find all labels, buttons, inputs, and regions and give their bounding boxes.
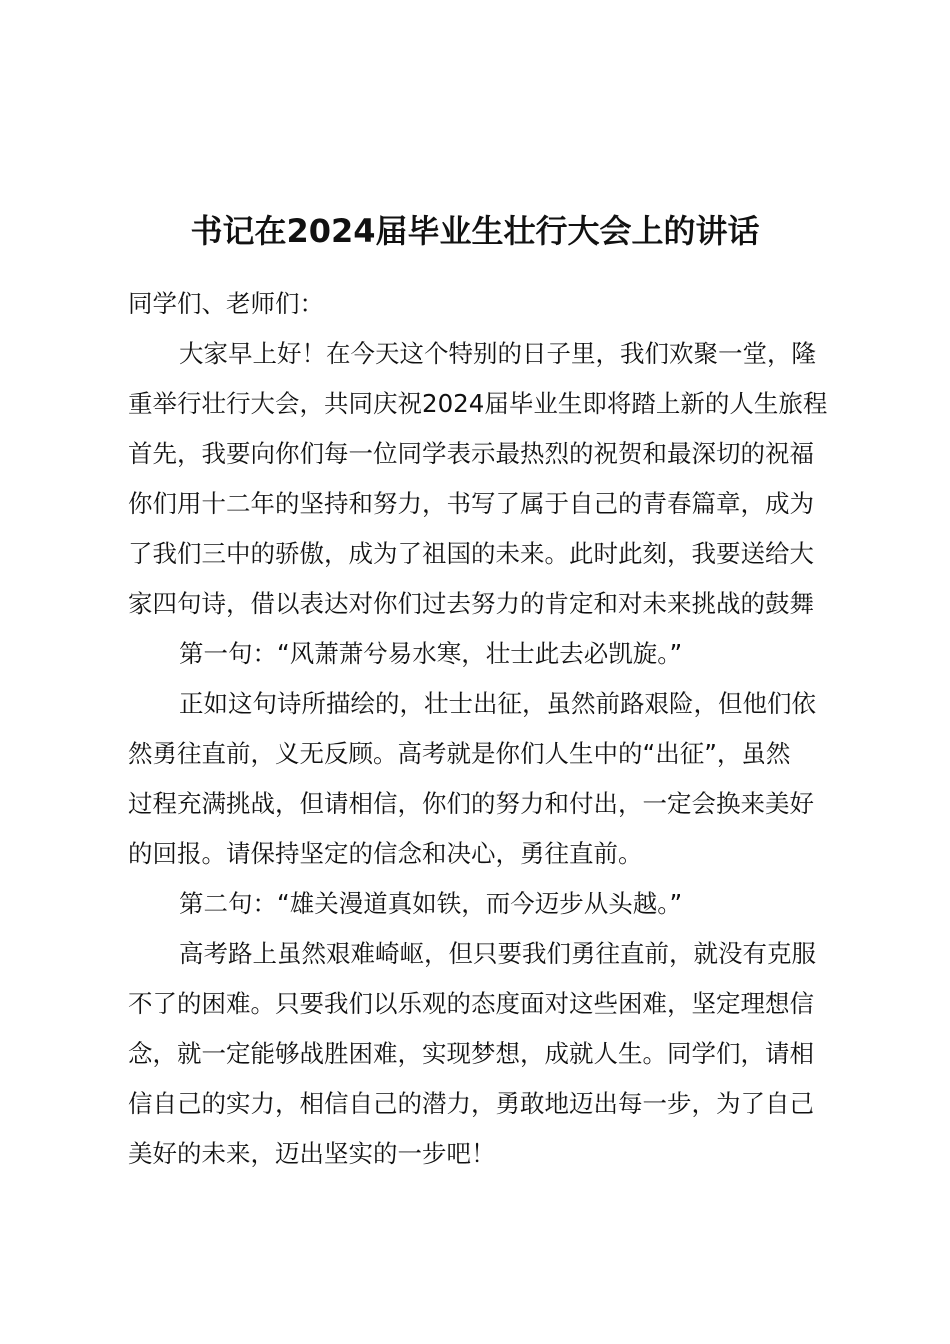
paragraph-line: 高考路上虽然艰难崎岖，但只要我们勇往直前，就没有克服 xyxy=(179,939,816,968)
paragraph-line: 念，就一定能够战胜困难，实现梦想，成就人生。同学们，请相 xyxy=(128,1039,814,1068)
paragraph-line: 不了的困难。只要我们以乐观的态度面对这些困难，坚定理想信 xyxy=(128,989,814,1018)
paragraph-line: 家四句诗，借以表达对你们过去努力的肯定和对未来挑战的鼓舞 xyxy=(128,589,814,618)
paragraph-line: 正如这句诗所描绘的，壮士出征，虽然前路艰险，但他们依 xyxy=(179,689,816,718)
paragraph-line: 信自己的实力，相信自己的潜力，勇敢地迈出每一步，为了自己 xyxy=(128,1089,814,1118)
paragraph-line: 重举行壮行大会，共同庆祝2024届毕业生即将踏上新的人生旅程 xyxy=(128,389,828,418)
document-title: 书记在2024届毕业生壮行大会上的讲话 xyxy=(190,212,760,250)
paragraph-line: 大家早上好！在今天这个特别的日子里，我们欢聚一堂，隆 xyxy=(179,339,816,368)
poem-line: 第一句：“风萧萧兮易水寒，壮士此去必凯旋。” xyxy=(179,639,683,668)
poem-line: 第二句：“雄关漫道真如铁，而今迈步从头越。” xyxy=(179,889,683,918)
document-body xyxy=(128,279,868,1179)
paragraph-line: 然勇往直前，义无反顾。高考就是你们人生中的“出征”，虽然 xyxy=(128,739,791,768)
paragraph-line: 美好的未来，迈出坚实的一步吧！ xyxy=(128,1139,496,1168)
paragraph-line: 了我们三中的骄傲，成为了祖国的未来。此时此刻，我要送给大 xyxy=(128,539,814,568)
paragraph-line: 过程充满挑战，但请相信，你们的努力和付出，一定会换来美好 xyxy=(128,789,814,818)
paragraph-line: 你们用十二年的坚持和努力，书写了属于自己的青春篇章，成为 xyxy=(128,489,814,518)
paragraph-line: 首先，我要向你们每一位同学表示最热烈的祝贺和最深切的祝福 xyxy=(128,439,814,468)
paragraph-line: 的回报。请保持坚定的信念和决心，勇往直前。 xyxy=(128,839,643,868)
salutation-line: 同学们、老师们： xyxy=(128,289,324,318)
